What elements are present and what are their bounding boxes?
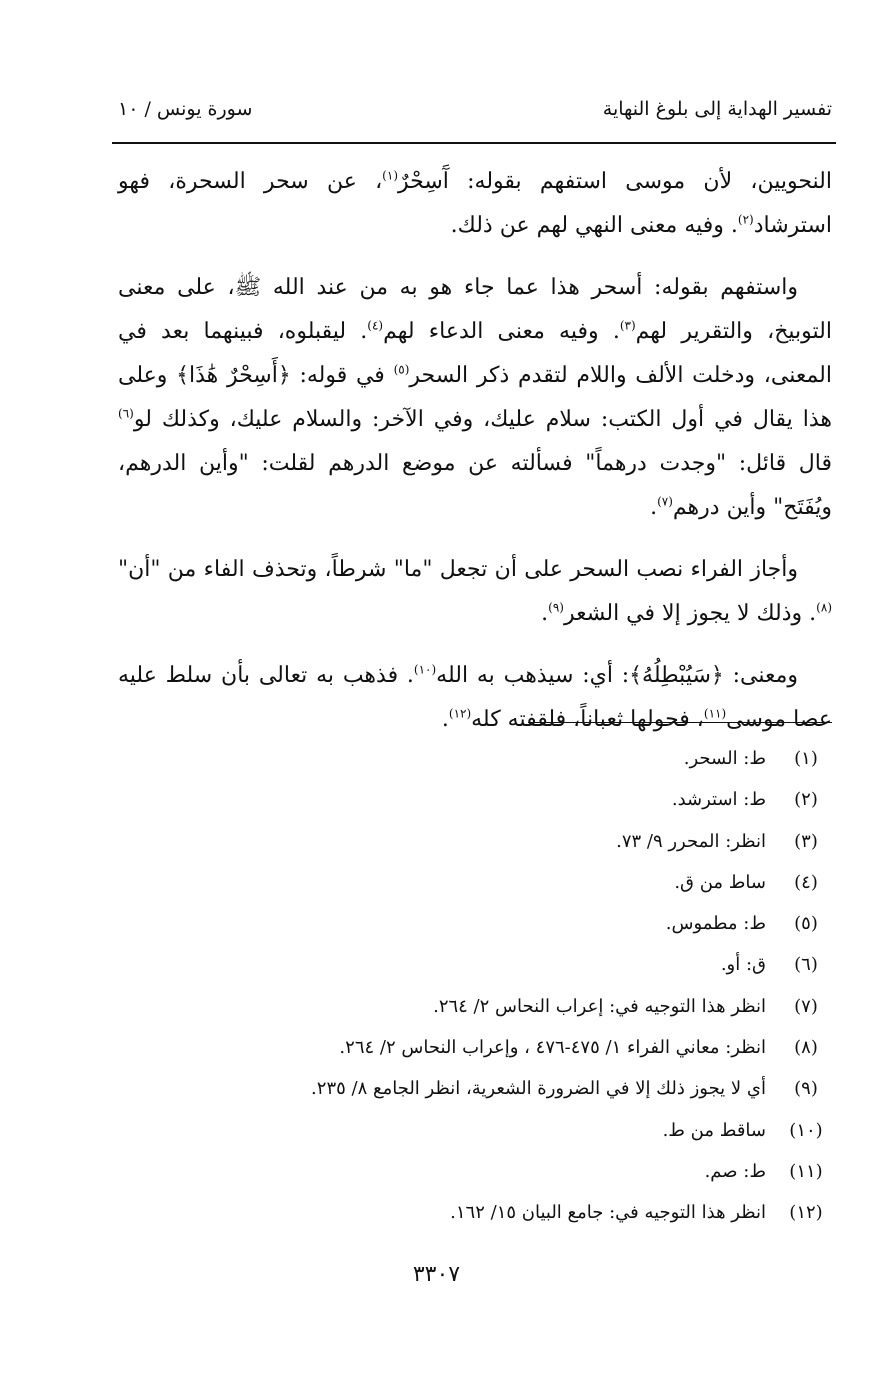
text-run: .: [650, 495, 658, 520]
footnote-ref: (١١): [703, 706, 727, 721]
footnote-item: [200, 1078, 832, 1119]
paragraph: [118, 548, 832, 636]
footnote-rule: [528, 722, 832, 723]
paragraph: [118, 654, 832, 742]
text-run: .: [541, 601, 549, 626]
main-text: [118, 160, 832, 760]
paragraph: [118, 160, 832, 248]
text-run: . ليقبلوه، فبينهما بعد في المعنى، ودخلت الألف واللام لتقدم ذكر السحر: [118, 319, 832, 388]
text-run: وأجاز الفراء نصب السحر على أن تجعل "ما" شرطاً، وتحذف الفاء من "أن": [118, 557, 798, 582]
footnote-item: [200, 748, 832, 789]
footnote-text: انظر: المحرر ٩/ ٧٣.: [616, 830, 766, 852]
text-run: . وفيه معنى الدعاء لهم: [383, 319, 620, 344]
footnote-ref: (٥): [393, 362, 410, 377]
header-rule: [112, 142, 836, 144]
book-title: تفسير الهداية إلى بلوغ النهاية: [602, 98, 832, 120]
footnote-number: (١): [794, 748, 818, 769]
footnote-item: [200, 1037, 832, 1078]
footnote-ref: (١): [382, 168, 398, 183]
footnote-number: (٦): [794, 954, 818, 976]
running-header: [118, 98, 832, 134]
footnote-ref: (٧): [657, 494, 673, 509]
footnote-item: [200, 954, 832, 995]
text-run: . وفيه معنى النهي لهم عن ذلك.: [450, 213, 738, 238]
footnote-text: ط: استرشد.: [671, 789, 766, 811]
text-run: ، عن سحر السحرة، فهو استرشاد: [118, 169, 832, 238]
footnote-number: (٣): [794, 830, 818, 852]
footnote-text: انظر هذا التوجيه في: إعراب النحاس ٢/ ٢٦٤.: [433, 995, 766, 1017]
paragraph: [118, 266, 832, 530]
footnote-number: (١٢): [789, 1202, 823, 1224]
footnote-text: ط: صم.: [704, 1160, 766, 1182]
footnote-ref: (٣): [619, 318, 636, 333]
footnote-item: [200, 1161, 832, 1202]
footnote-number: (١٠): [789, 1119, 823, 1141]
text-run: في قوله: ﴿أَسِحْرٌ هَٰذَا﴾ وعلى هذا يقال في أول الكتب: سلام عليك، وفي الآخر: والسلام عليك، وكذلك لو: [118, 363, 832, 432]
footnote-number: (٧): [794, 995, 818, 1017]
footnote-ref: (٩): [548, 600, 564, 615]
footnote-item: [200, 872, 832, 913]
footnote-text: ط: مطموس.: [665, 913, 766, 935]
page-number: ٣٣٠٧: [412, 1262, 461, 1287]
footnote-ref: (٨): [816, 600, 832, 615]
footnote-text: ق: أو.: [720, 954, 766, 976]
footnotes: [200, 748, 832, 1244]
footnote-ref: (٢): [737, 212, 754, 227]
footnote-item: [200, 789, 832, 830]
footnote-item: [200, 831, 832, 872]
footnote-ref: (٦): [118, 406, 134, 421]
footnote-item: [200, 913, 832, 954]
footnote-text: ط: السحر.: [683, 748, 766, 769]
footnote-item: [200, 1202, 832, 1243]
text-run: واستفهم بقوله: أسحر هذا عما جاء هو به من عند الله ﷺ، على معنى التوبيخ، والتقرير لهم: [118, 275, 832, 344]
footnote-text: انظر: معاني الفراء ١/ ٤٧٥-٤٧٦ ، وإعراب النحاس ٢/ ٢٦٤.: [339, 1037, 766, 1059]
footnote-number: (٥): [794, 913, 818, 935]
footnote-ref: (١٠): [413, 662, 437, 677]
footnote-number: (٩): [794, 1078, 818, 1100]
footnote-item: [200, 996, 832, 1037]
footnote-number: (٨): [794, 1037, 818, 1059]
footnote-number: (٢): [794, 789, 818, 811]
footnote-text: ساط من ق.: [674, 871, 766, 893]
text-run: النحويين، لأن موسى استفهم بقوله: آَسِحْرٌ: [398, 169, 832, 194]
text-run: ومعنى: ﴿سَيُبْطِلُهُ﴾: أي: سيذهب به الله: [436, 663, 798, 688]
footnote-item: [200, 1120, 832, 1161]
footnote-text: أي لا يجوز ذلك إلا في الضرورة الشعرية، انظر الجامع ٨/ ٢٣٥.: [311, 1078, 766, 1100]
text-run: . فذهب به تعالى بأن سلط عليه عصا موسى: [118, 663, 832, 732]
footnote-ref: (١٢): [448, 706, 472, 721]
footnote-number: (٤): [794, 871, 818, 893]
surah-label: سورة يونس / ١٠: [118, 98, 253, 120]
footnote-ref: (٤): [367, 318, 384, 333]
footnote-number: (١١): [789, 1160, 823, 1182]
text-run: ، فحولها ثعباناً، فلقفته كله: [471, 707, 704, 732]
footnote-text: ساقط من ط.: [662, 1119, 766, 1141]
text-run: .: [441, 707, 449, 732]
text-run: قال قائل: "وجدت درهماً" فسألته عن موضع الدرهم لقلت: "وأين الدرهم، ويُفَتَح" وأين درهم: [118, 451, 832, 520]
text-run: . وذلك لا يجوز إلا في الشعر: [563, 601, 817, 626]
footnote-text: انظر هذا التوجيه في: جامع البيان ١٥/ ١٦٢.: [450, 1202, 766, 1224]
